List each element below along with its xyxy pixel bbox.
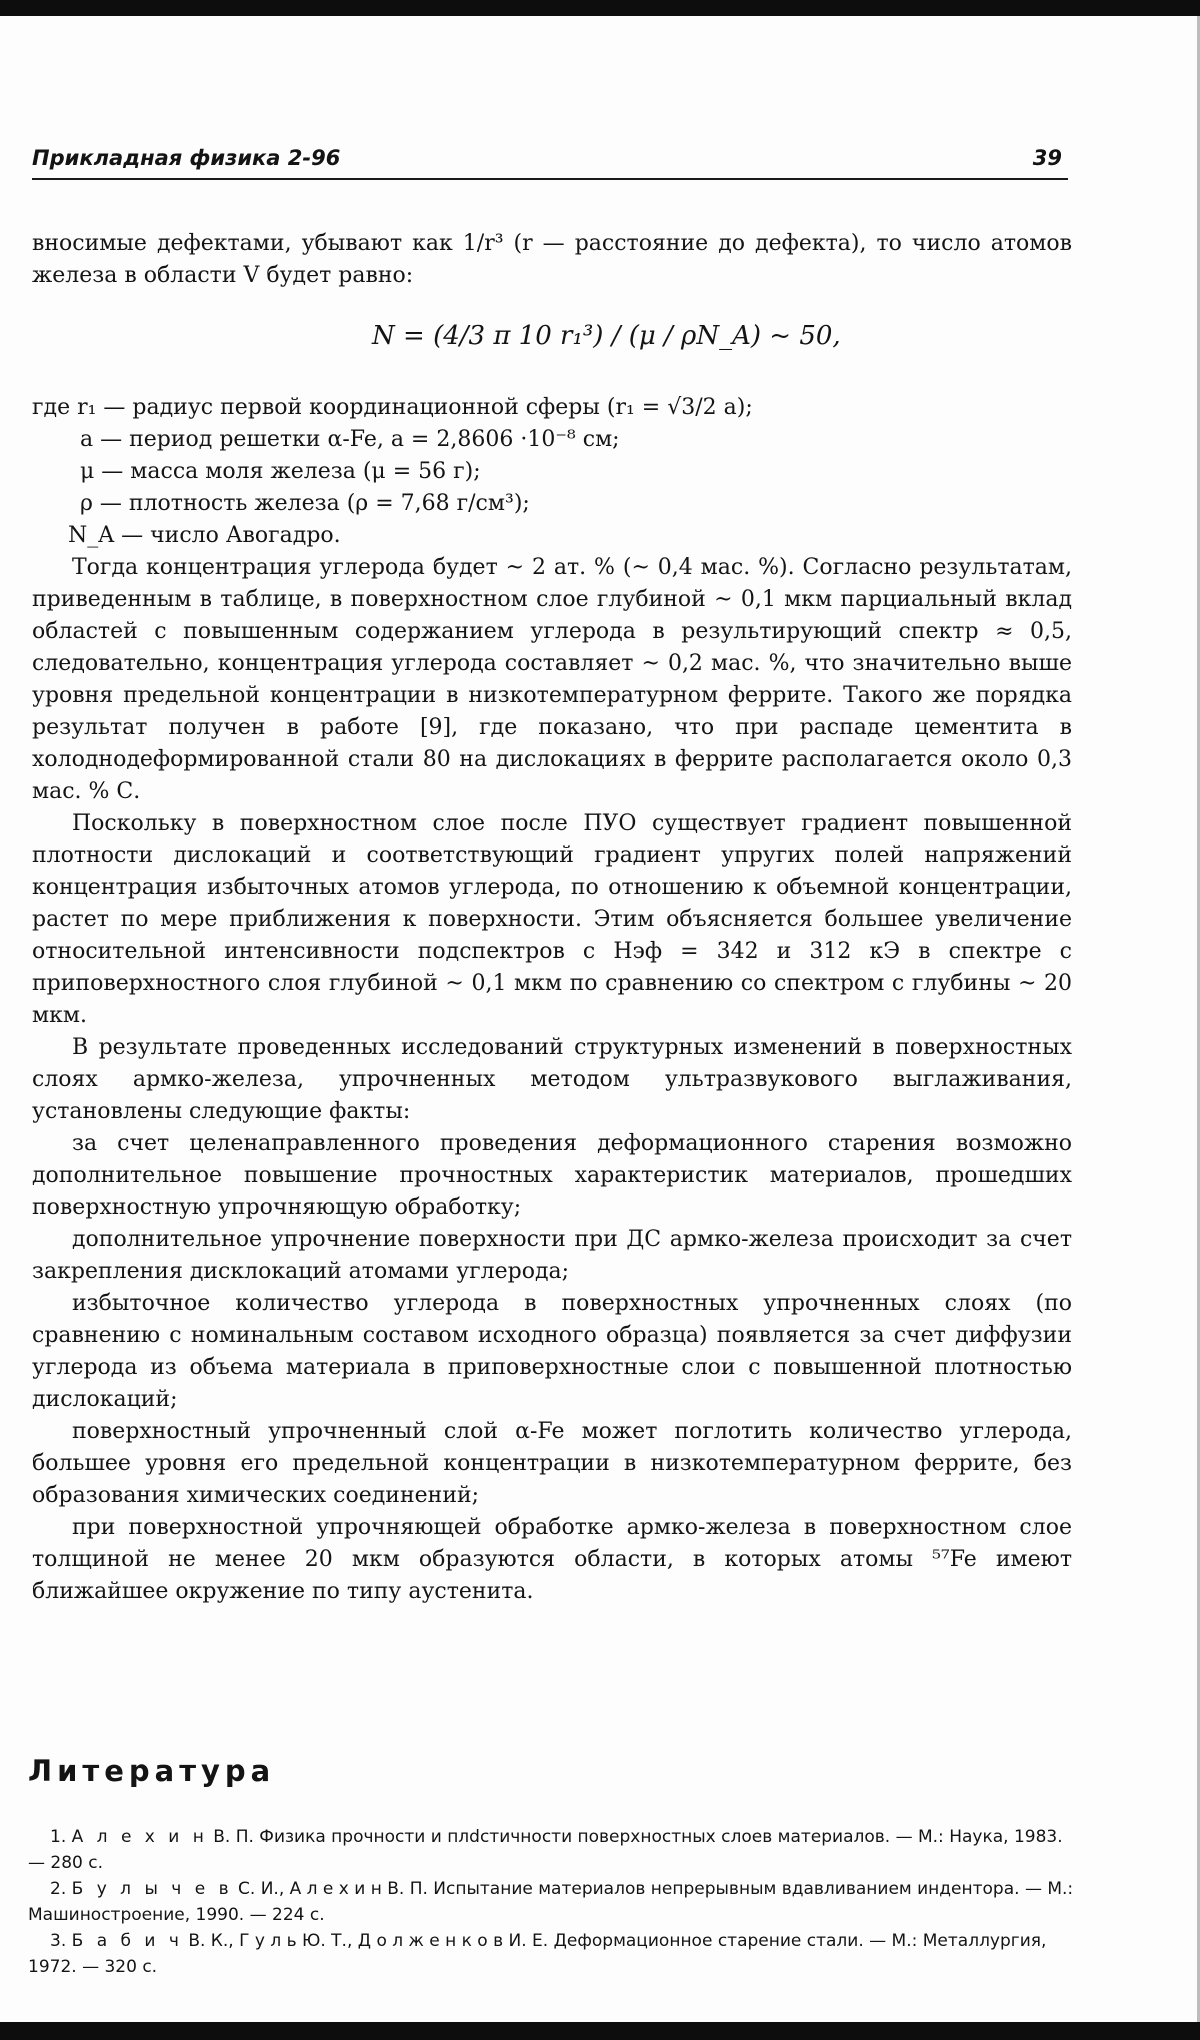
references-title: Литература bbox=[28, 1754, 276, 1788]
reference-author: Б у л ы ч е в bbox=[71, 1879, 233, 1899]
scan-border-top bbox=[0, 0, 1200, 16]
finding-2: дополнительное упрочнение поверхности при ДС армко-железа происходит за счет закрепления дисклокаций атомами углерода; bbox=[32, 1227, 1072, 1284]
reference-item bbox=[28, 1928, 1074, 1980]
reference-text: В. П. Физика прочности и плdстичности поверхностных слоев материалов. — М.: Наука, 1983. — 280 с. bbox=[28, 1827, 1063, 1873]
references-list bbox=[28, 1824, 1074, 1980]
paragraph-concentration: Тогда концентрация углерода будет ~ 2 ат. % (~ 0,4 мас. %). Согласно результатам, приведенным в таблице, в поверхностном слое глубиной ~ 0,1 мкм парциальный вклад областей с повышенным содержанием углерода в результирующий спектр ≈ 0,5, следовательно, концентрация углерода составляет ~ 0,2 мас. %, что значительно выше уровня предельной концентрации в низкотемпературном феррите. Такого же порядка результат получен в работе [9], где показано, что при распаде цементита в холоднодеформированной стали 80 на дислокациях в феррите располагается около 0,3 мас. % С. bbox=[32, 555, 1072, 804]
definition-a: a — период решетки α-Fe, a = 2,8606 ·10⁻⁸ см; bbox=[80, 427, 620, 452]
paragraph-gradient: Поскольку в поверхностном слое после ПУО существует градиент повышенной плотности дислокаций и соответствующий градиент упругих полей напряжений концентрация избыточных атомов углерода, по отношению к объемной концентрации, растет по мере приближения к поверхности. Этим объясняется большее увеличение относительной интенсивности подспектров с Hэф = 342 и 312 кЭ в спектре с приповерхностного слоя глубиной ~ 0,1 мкм по сравнению со спектром с глубины ~ 20 мкм. bbox=[32, 811, 1072, 1028]
reference-number: 3. bbox=[50, 1931, 67, 1951]
journal-title: Прикладная физика 2-96 bbox=[32, 146, 341, 170]
reference-number: 2. bbox=[50, 1879, 67, 1899]
intro-paragraph: вносимые дефектами, убывают как 1/r³ (r — расстояние до дефекта), то число атомов железа в области V будет равно: bbox=[32, 231, 1072, 288]
reference-author: Б а б и ч bbox=[71, 1931, 183, 1951]
reference-text: С. И., А л е х и н В. П. Испытание материалов непрерывным вдавливанием индентора. — М.: Машиностроение, 1990. — 224 с. bbox=[28, 1879, 1074, 1925]
page-number: 39 bbox=[1032, 146, 1062, 170]
reference-number: 1. bbox=[50, 1827, 67, 1847]
finding-3: избыточное количество углерода в поверхностных упрочненных слоях (по сравнению с номинальным составом исходного образца) появляется за счет диффузии углерода из объема материала в приповерхностные слои с повышенной плотностью дислокаций; bbox=[32, 1291, 1072, 1412]
definition-na: N_A — число Авогадро. bbox=[68, 523, 341, 548]
paragraph-results: В результате проведенных исследований структурных изменений в поверхностных слоях армко-железа, упрочненных методом ультразвукового выглаживания, установлены следующие факты: bbox=[32, 1035, 1072, 1124]
where-line: где r₁ — радиус первой координационной сферы (r₁ = √3/2 a); bbox=[32, 395, 753, 420]
finding-5: при поверхностной упрочняющей обработке армко-железа в поверхностном слое толщиной не менее 20 мкм образуются области, в которых атомы ⁵⁷Fe имеют ближайшее окружение по типу аустенита. bbox=[32, 1515, 1072, 1604]
reference-item bbox=[28, 1824, 1074, 1876]
finding-4: поверхностный упрочненный слой α-Fe может поглотить количество углерода, большее уровня его предельной концентрации в низкотемпературном феррите, без образования химических соединений; bbox=[32, 1419, 1072, 1508]
definition-rho: ρ — плотность железа (ρ = 7,68 г/см³); bbox=[80, 491, 530, 516]
reference-item bbox=[28, 1876, 1074, 1928]
running-header bbox=[32, 144, 1068, 180]
scan-border-bottom bbox=[0, 2022, 1200, 2040]
definition-mu: μ — масса моля железа (μ = 56 г); bbox=[80, 459, 481, 484]
reference-text: В. К., Г у л ь Ю. Т., Д о л ж е н к о в И. Е. Деформационное старение стали. — М.: Металлургия, 1972. — 320 с. bbox=[28, 1931, 1047, 1977]
reference-author: А л е х и н bbox=[71, 1827, 208, 1847]
formula-expression: N = (4/3 π 10 r₁³) / (μ / ρN_A) ~ 50, bbox=[372, 321, 841, 351]
formula bbox=[32, 292, 1072, 392]
finding-1: за счет целенаправленного проведения деформационного старения возможно дополнительное повышение прочностных характеристик материалов, прошедших поверхностную упрочняющую обработку; bbox=[32, 1131, 1072, 1220]
article-body bbox=[32, 228, 1072, 1608]
